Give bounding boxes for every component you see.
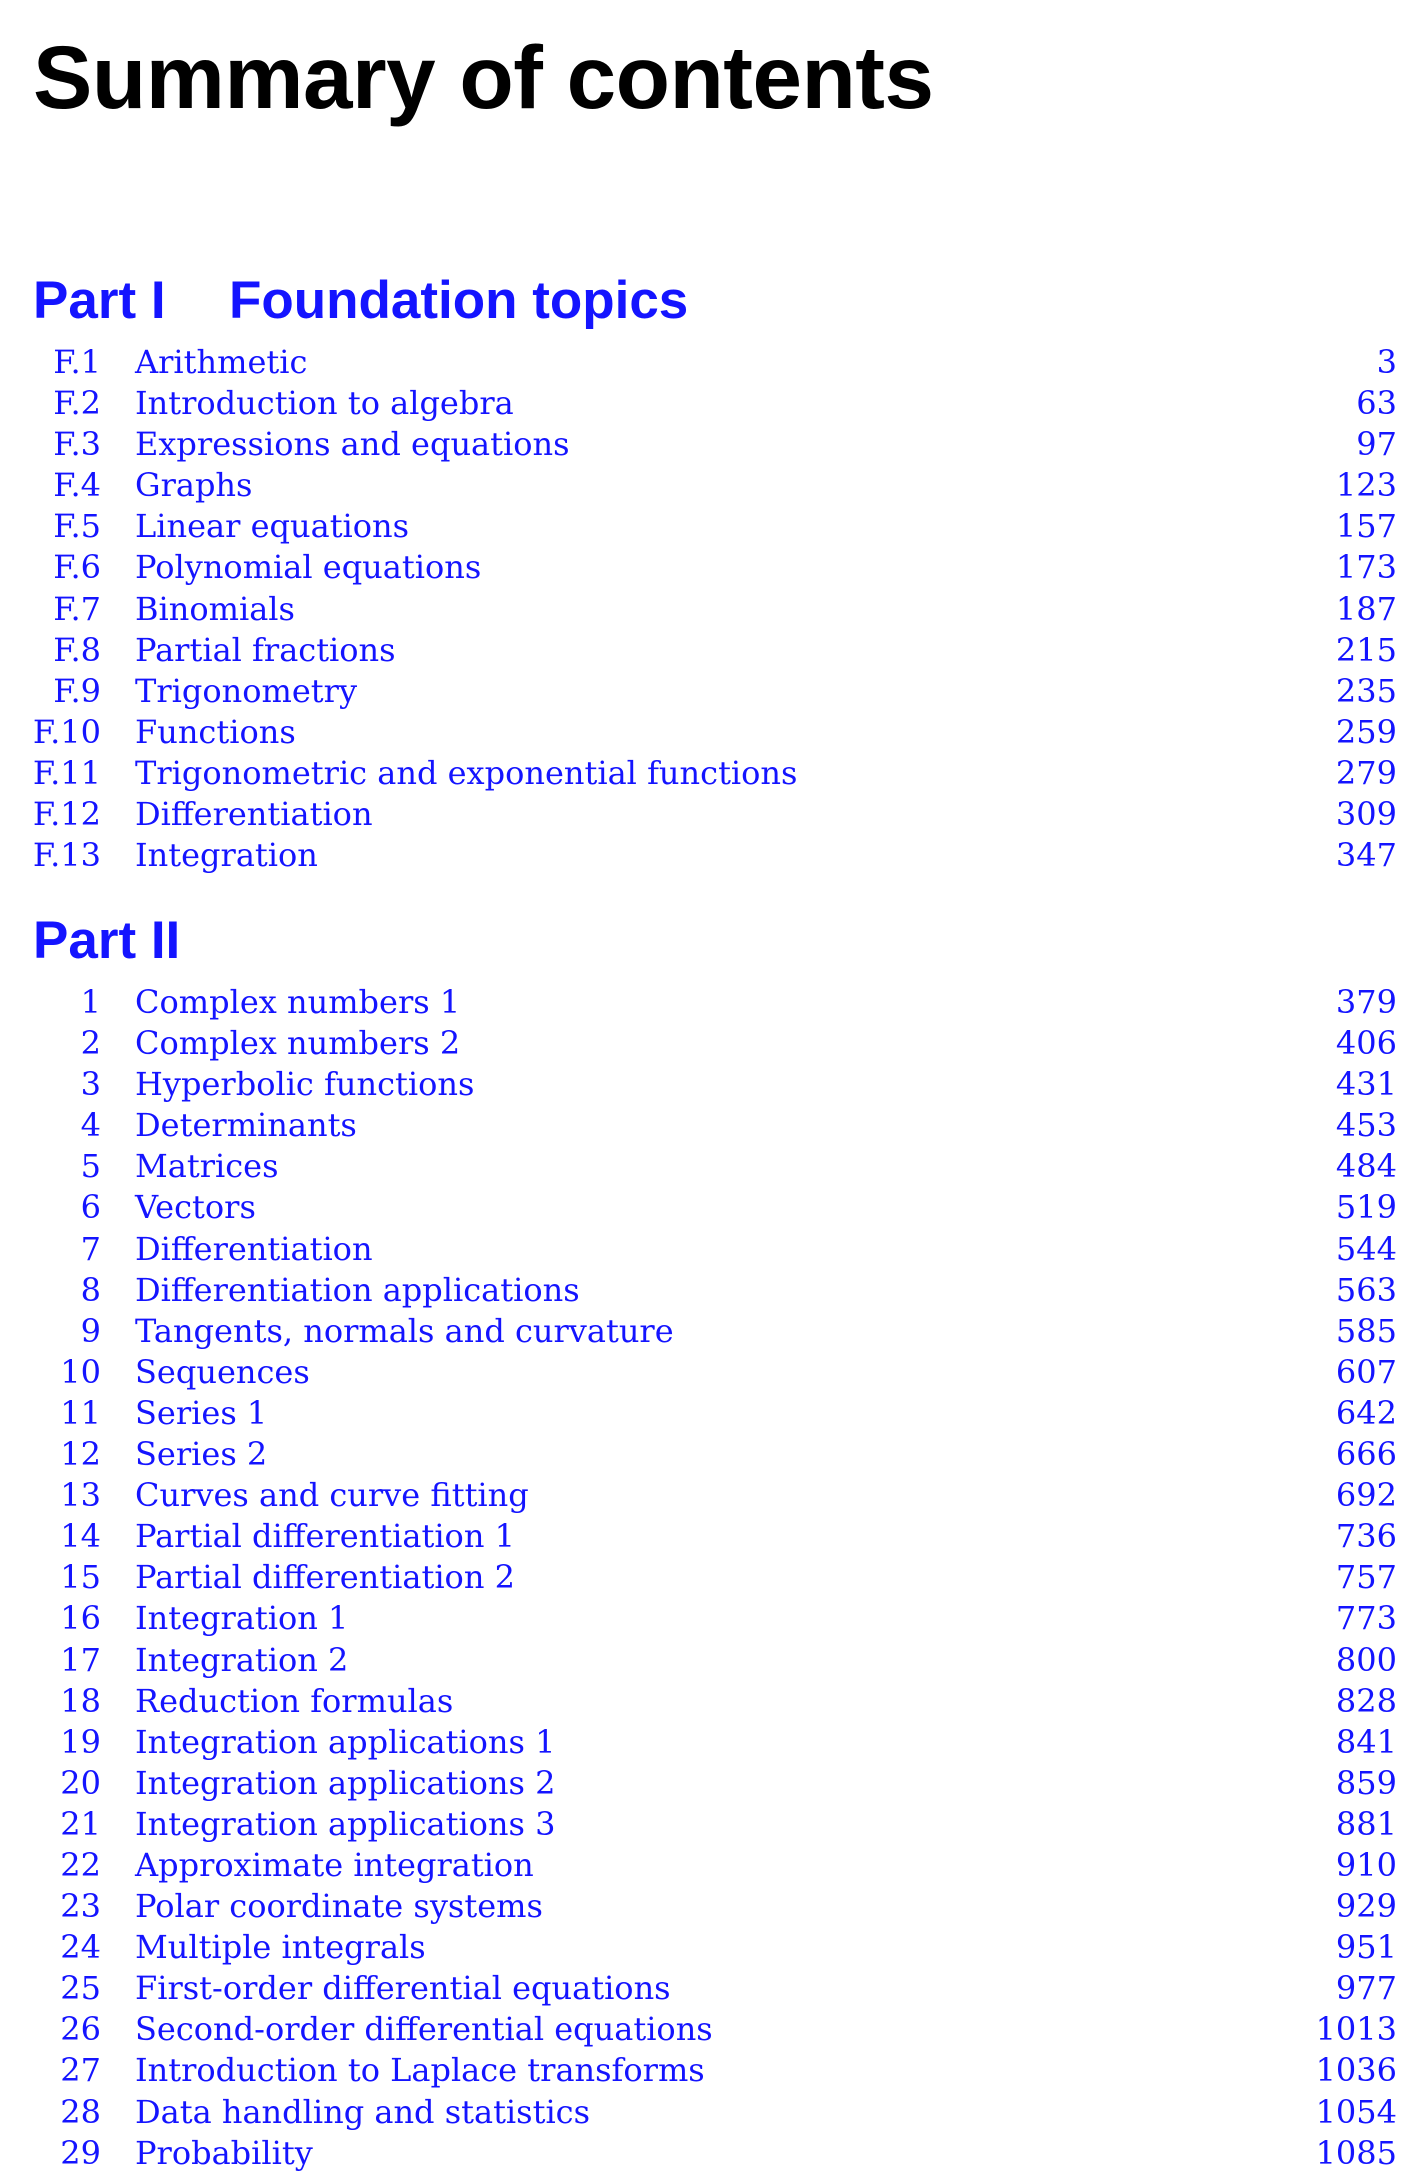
chapter-title-link[interactable]: Trigonometric and exponential functions [135,753,798,792]
page-number: 187 [1335,589,1397,628]
chapter-number: 11 [60,1393,101,1432]
page-number: 859 [1335,1763,1397,1802]
page-number: 977 [1335,1969,1397,2008]
toc-entry[interactable] [0,1270,1424,1311]
page-number: 309 [1335,795,1397,834]
chapter-title-link[interactable]: Series 2 [135,1435,268,1474]
part-number: Part I [33,271,166,330]
chapter-title-link[interactable]: Curves and curve fitting [135,1476,529,1515]
chapter-title-link[interactable]: Integration [135,836,318,875]
chapter-title-link[interactable]: Trigonometry [135,671,358,710]
toc-entry[interactable] [0,2133,1424,2174]
chapter-number: 13 [60,1476,101,1515]
part-1-chapter-list [0,342,1424,876]
chapter-number: 7 [80,1229,101,1268]
chapter-title-link[interactable]: Reduction formulas [135,1681,454,1720]
chapter-number: 26 [60,2010,101,2049]
chapter-title-link[interactable]: Partial fractions [135,630,396,669]
page-number: 800 [1335,1640,1397,1679]
part-heading-2 [33,909,229,973]
toc-entry[interactable] [0,835,1424,876]
chapter-number: 15 [60,1558,101,1597]
toc-entry[interactable] [0,1763,1424,1804]
page-number: 692 [1335,1476,1397,1515]
page-number: 484 [1335,1147,1397,1186]
chapter-title-link[interactable]: Sequences [135,1352,310,1391]
toc-entry[interactable] [0,753,1424,794]
page-number: 157 [1335,507,1397,546]
page-number: 431 [1335,1065,1397,1104]
chapter-number: 6 [80,1188,101,1227]
chapter-title-link[interactable]: Integration 2 [135,1640,349,1679]
toc-entry[interactable] [0,2009,1424,2050]
toc-entry[interactable] [0,794,1424,835]
chapter-title-link[interactable]: Vectors [135,1188,256,1227]
chapter-title-link[interactable]: Partial differentiation 2 [135,1558,515,1597]
chapter-number: 20 [60,1763,101,1802]
page-number: 1085 [1315,2133,1397,2172]
page-number: 123 [1335,466,1397,505]
toc-entry[interactable] [0,1557,1424,1598]
chapter-number: 17 [60,1640,101,1679]
chapter-title-link[interactable]: First-order differential equations [135,1969,671,2008]
page-number: 951 [1335,1928,1397,1967]
chapter-number: 22 [60,1845,101,1884]
chapter-title-link[interactable]: Functions [135,712,296,751]
page-number: 63 [1356,384,1397,423]
toc-entry[interactable] [0,1187,1424,1228]
chapter-title-link[interactable]: Integration applications 2 [135,1763,556,1802]
toc-entry[interactable] [0,671,1424,712]
toc-entry[interactable] [0,1640,1424,1681]
chapter-number: 27 [60,2051,101,2090]
page-number: 453 [1335,1106,1397,1145]
page-number: 929 [1335,1887,1397,1926]
chapter-number: F.3 [53,425,101,464]
chapter-number: 19 [60,1722,101,1761]
chapter-title-link[interactable]: Linear equations [135,507,410,546]
chapter-number: F.1 [53,343,101,381]
page-number: 666 [1335,1435,1397,1474]
part-heading-1 [33,269,688,333]
page-number: 828 [1335,1681,1397,1720]
chapter-number: 21 [60,1804,101,1843]
toc-entry[interactable] [0,342,1424,383]
chapter-title-link[interactable]: Introduction to Laplace transforms [135,2051,705,2090]
chapter-number: 3 [80,1065,101,1104]
toc-entry[interactable] [0,1311,1424,1352]
page-number: 406 [1335,1024,1397,1063]
chapter-title-link[interactable]: Matrices [135,1147,279,1186]
page-number: 279 [1335,753,1397,792]
chapter-title-link[interactable]: Arithmetic [135,343,308,381]
chapter-title-link[interactable]: Binomials [135,589,295,628]
page-number: 607 [1335,1352,1397,1391]
toc-entry[interactable] [0,2092,1424,2133]
chapter-title-link[interactable]: Approximate integration [135,1845,534,1884]
chapter-number: 1 [80,983,101,1021]
page-number: 379 [1335,983,1397,1021]
chapter-title-link[interactable]: Polar coordinate systems [135,1887,543,1926]
chapter-title-link[interactable]: Differentiation [135,1229,373,1268]
chapter-number: 16 [60,1599,101,1638]
page-number: 3 [1376,343,1397,381]
chapter-number: 23 [60,1887,101,1926]
chapter-number: 5 [80,1147,101,1186]
toc-entry[interactable] [0,1434,1424,1475]
chapter-title-link[interactable]: Integration applications 1 [135,1722,556,1761]
chapter-title-link[interactable]: Tangents, normals and curvature [135,1311,674,1350]
chapter-number: 14 [60,1517,101,1556]
chapter-title-link[interactable]: Differentiation applications [135,1270,580,1309]
chapter-title-link[interactable]: Introduction to algebra [135,384,514,423]
page-number: 1013 [1315,2010,1397,2049]
chapter-number: 9 [80,1311,101,1350]
chapter-number: 24 [60,1928,101,1967]
toc-entry[interactable] [0,383,1424,424]
toc-entry[interactable] [0,630,1424,671]
page-number: 347 [1335,836,1397,875]
chapter-title-link[interactable]: Expressions and equations [135,425,570,464]
toc-entry[interactable] [0,1886,1424,1927]
toc-entry[interactable] [0,465,1424,506]
chapter-number: F.6 [53,548,101,587]
chapter-title-link[interactable]: Integration applications 3 [135,1804,556,1843]
toc-entry[interactable] [0,1475,1424,1516]
toc-entry[interactable] [0,1722,1424,1763]
chapter-title-link[interactable]: Integration 1 [135,1599,349,1638]
toc-entry[interactable] [0,1845,1424,1886]
toc-entry[interactable] [0,1804,1424,1845]
chapter-title-link[interactable]: Determinants [135,1106,357,1145]
chapter-title-link[interactable]: Second-order differential equations [135,2010,713,2049]
chapter-number: F.8 [53,630,101,669]
chapter-number: F.2 [53,384,101,423]
chapter-number: F.5 [53,507,101,546]
chapter-number: 2 [80,1024,101,1063]
toc-entry[interactable] [0,1927,1424,1968]
part-number: Part II [33,911,181,970]
toc-entry[interactable] [0,2050,1424,2091]
toc-entry[interactable] [0,589,1424,630]
page-number: 259 [1335,712,1397,751]
toc-entry[interactable] [0,1105,1424,1146]
page-number: 215 [1335,630,1397,669]
chapter-title-link[interactable]: Differentiation [135,795,373,834]
page-number: 97 [1356,425,1397,464]
toc-entry[interactable] [0,1516,1424,1557]
chapter-number: F.11 [32,753,101,792]
chapter-number: 28 [60,2092,101,2131]
page-number: 773 [1335,1599,1397,1638]
chapter-title-link[interactable]: Probability [135,2133,313,2172]
chapter-title-link[interactable]: Multiple integrals [135,1928,426,1967]
page-number: 563 [1335,1270,1397,1309]
page-number: 173 [1335,548,1397,587]
chapter-number: F.4 [53,466,101,505]
page-number: 757 [1335,1558,1397,1597]
chapter-title-link[interactable]: Graphs [135,466,253,505]
chapter-number: 29 [60,2133,101,2172]
page-number: 519 [1335,1188,1397,1227]
page-title: Summary of contents [33,27,934,127]
chapter-number: F.13 [32,836,101,875]
chapter-title-link[interactable]: Polynomial equations [135,548,482,587]
toc-entry[interactable] [0,712,1424,753]
page-number: 585 [1335,1311,1397,1350]
chapter-number: 18 [60,1681,101,1720]
toc-entry[interactable] [0,1681,1424,1722]
chapter-number: F.9 [53,671,101,710]
toc-entry[interactable] [0,506,1424,547]
toc-entry[interactable] [0,1146,1424,1187]
toc-entry[interactable] [0,1968,1424,2009]
chapter-number: 8 [80,1270,101,1309]
page-number: 881 [1335,1804,1397,1843]
chapter-title-link[interactable]: Complex numbers 1 [135,983,461,1021]
part-title: Foundation topics [229,271,689,330]
chapter-number: 12 [60,1435,101,1474]
chapter-number: F.7 [53,589,101,628]
page-number: 1054 [1315,2092,1397,2131]
page-number: 544 [1335,1229,1397,1268]
toc-entry[interactable] [0,1064,1424,1105]
page-number: 910 [1335,1845,1397,1884]
toc-entry[interactable] [0,1393,1424,1434]
chapter-title-link[interactable]: Partial differentiation 1 [135,1517,515,1556]
chapter-number: F.12 [32,795,101,834]
toc-entry[interactable] [0,1023,1424,1064]
page-number: 736 [1335,1517,1397,1556]
toc-entry[interactable] [0,982,1424,1023]
chapter-title-link[interactable]: Data handling and statistics [135,2092,591,2131]
page-number: 235 [1335,671,1397,710]
chapter-title-link[interactable]: Complex numbers 2 [135,1024,461,1063]
toc-entry[interactable] [0,1598,1424,1639]
part-2-chapter-list [0,982,1424,2174]
page-number: 841 [1335,1722,1397,1761]
toc-entry[interactable] [0,1352,1424,1393]
toc-entry[interactable] [0,1229,1424,1270]
toc-entry[interactable] [0,547,1424,588]
chapter-title-link[interactable]: Series 1 [135,1393,268,1432]
chapter-number: 4 [80,1106,101,1145]
chapter-number: F.10 [32,712,101,751]
page-number: 642 [1335,1393,1397,1432]
page-number: 1036 [1315,2051,1397,2090]
toc-entry[interactable] [0,424,1424,465]
chapter-title-link[interactable]: Hyperbolic functions [135,1065,475,1104]
chapter-number: 25 [60,1969,101,2008]
chapter-number: 10 [60,1352,101,1391]
